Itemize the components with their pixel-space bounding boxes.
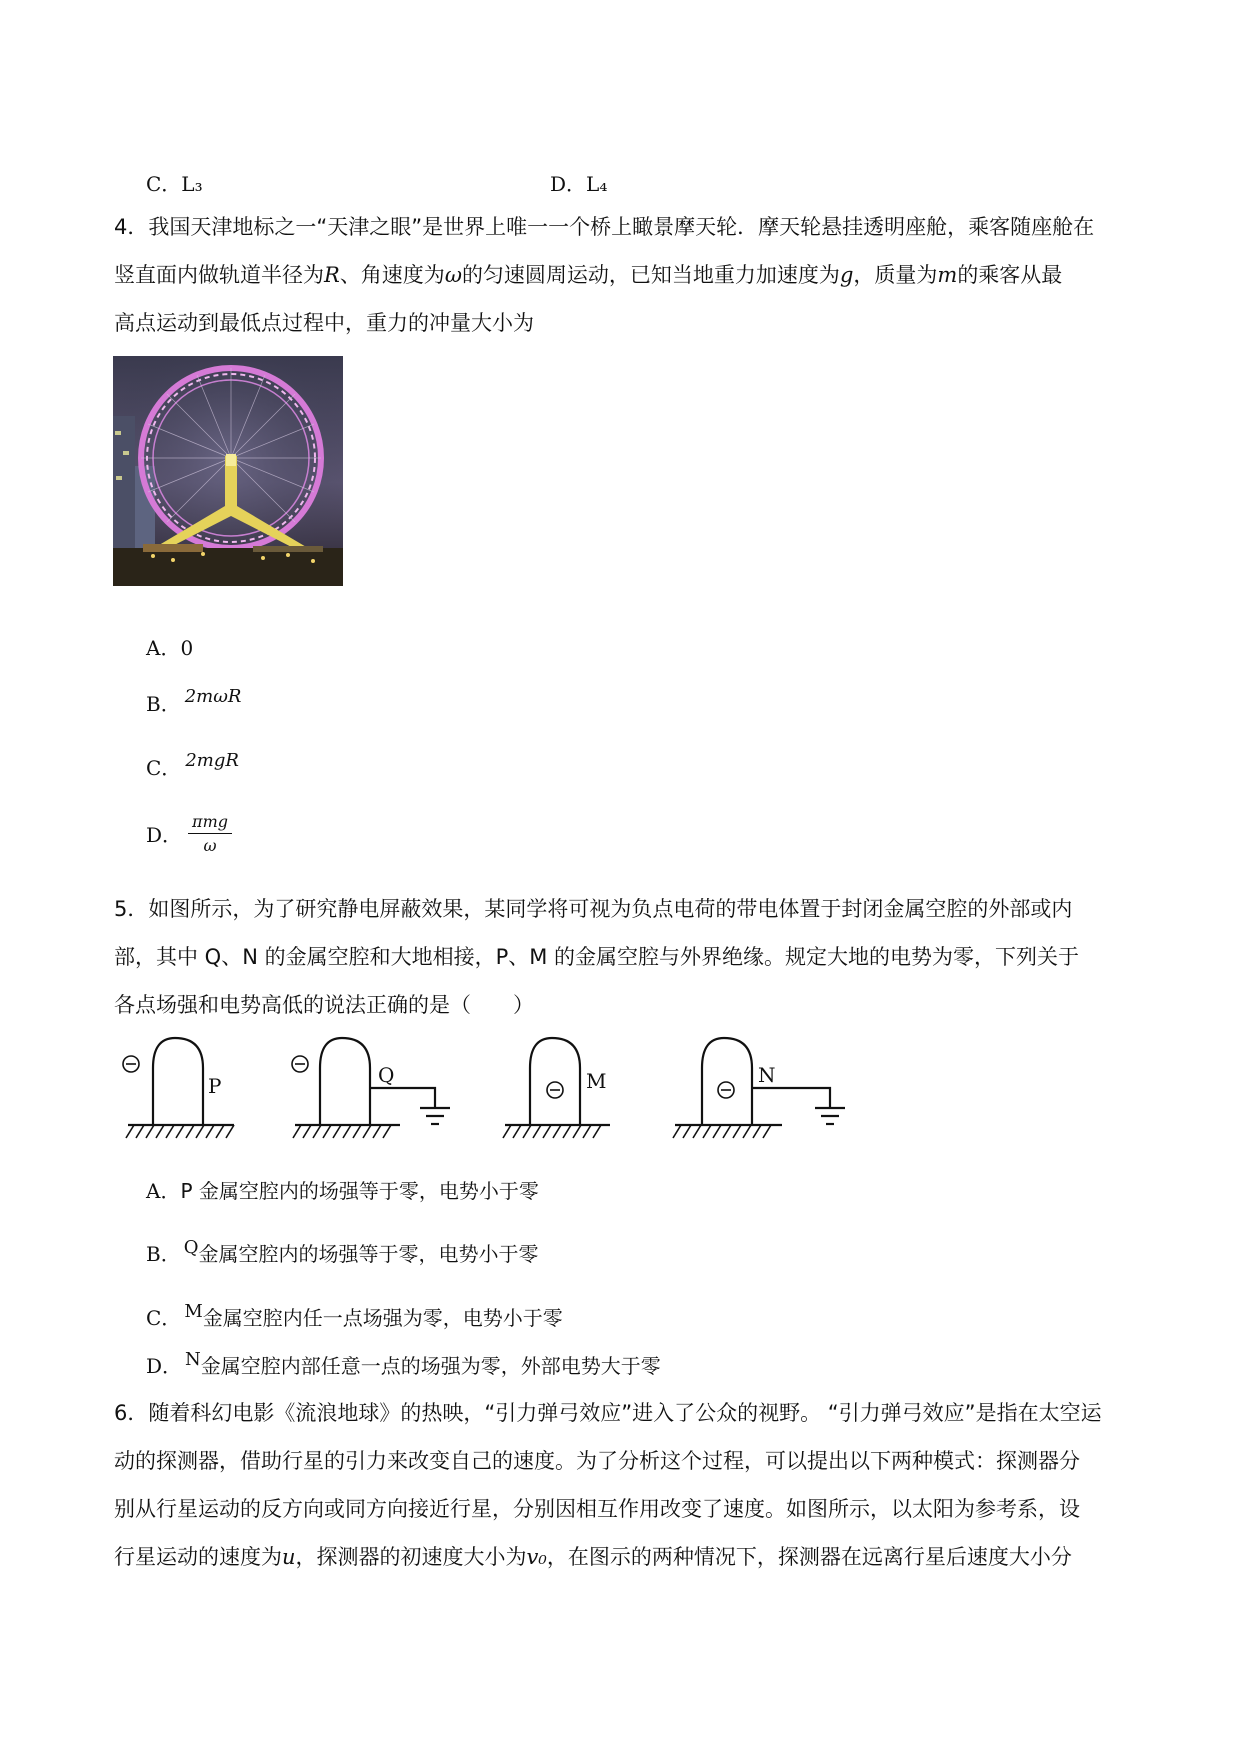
var-u: u — [282, 1545, 296, 1569]
q5-option-d-text: 金属空腔内部任意一点的场强为零，外部电势大于零 — [200, 1354, 661, 1378]
q5-option-d[interactable] — [146, 1350, 661, 1379]
q5-option-c-label: C． — [146, 1306, 182, 1330]
fraction-denominator: ω — [203, 836, 217, 855]
ferris-wheel-photo — [113, 356, 343, 586]
q5-option-a-label: A． — [146, 1179, 181, 1203]
question-6-line-1 — [114, 1389, 1134, 1437]
question-5-line-3: 各点场强和电势高低的说法正确的是（ ） — [114, 993, 534, 1017]
fraction-numerator: πmg — [188, 812, 232, 834]
var-R: R — [324, 263, 340, 287]
q5-option-b-text: 金属空腔内的场强等于零，电势小于零 — [198, 1242, 539, 1266]
question-4-line-2 — [114, 251, 1134, 299]
question-6-text — [114, 1389, 1134, 1581]
ferris-wheel-image — [113, 356, 343, 586]
q4-option-c-formula: 2mgR — [185, 750, 239, 771]
label-n: N — [758, 1063, 776, 1087]
q5-option-b[interactable] — [146, 1238, 538, 1267]
q4-line2-a: 竖直面内做轨道半径为 — [114, 263, 324, 287]
q5-option-a[interactable] — [146, 1175, 539, 1204]
q5-option-b-label: B． — [146, 1242, 181, 1266]
prev-option-c: C．L₃ — [146, 172, 203, 196]
q4-option-a[interactable] — [146, 632, 193, 661]
q5-figure — [110, 1030, 870, 1150]
q4-option-c-label: C． — [146, 756, 182, 780]
question-6-line-4 — [114, 1533, 1134, 1581]
q4-option-c[interactable] — [146, 752, 239, 781]
question-4-text — [114, 203, 1134, 347]
q5-option-c-text: 金属空腔内任一点场强为零，电势小于零 — [202, 1306, 563, 1330]
q4-option-b[interactable] — [146, 688, 241, 717]
cavity-n — [673, 1038, 845, 1138]
q4-option-d-label: D． — [146, 823, 183, 847]
q4-line2-e: 的乘客从最 — [957, 263, 1063, 287]
q4-option-d-fraction — [188, 812, 232, 855]
q5-option-d-label: D． — [146, 1354, 183, 1378]
label-p: P — [208, 1074, 222, 1098]
label-m: M — [586, 1069, 607, 1093]
q6-line4-c: ，在图示的两种情况下，探测器在远离行星后速度大小分 — [546, 1545, 1072, 1569]
question-4-line-3: 高点运动到最低点过程中，重力的冲量大小为 — [114, 311, 534, 335]
question-5-number: 5． — [114, 897, 149, 921]
q5-option-c[interactable] — [146, 1302, 563, 1331]
question-6-line-2: 动的探测器，借助行星的引力来改变自己的速度。为了分析这个过程，可以提出以下两种模式：探测器分 — [114, 1449, 1080, 1473]
question-4-number: 4． — [114, 215, 149, 239]
q4-option-b-label: B． — [146, 692, 181, 716]
var-m: m — [937, 263, 958, 287]
q5-line1-text: 如图所示，为了研究静电屏蔽效果，某同学将可视为负点电荷的带电体置于封闭金属空腔的外部或内 — [148, 897, 1073, 921]
prev-option-d: D．L₄ — [550, 172, 608, 196]
q4-option-b-formula: 2mωR — [184, 686, 242, 707]
question-5-line-2: 部，其中 Q、N 的金属空腔和大地相接，P、M 的金属空腔与外界绝缘。规定大地的电势为零，下列关于 — [114, 945, 1080, 969]
question-5-line-1 — [114, 885, 1134, 933]
q4-line2-d: ，质量为 — [853, 263, 938, 287]
q4-line2-c: 的匀速圆周运动，已知当地重力加速度为 — [461, 263, 840, 287]
q5-option-c-symbol: M — [184, 1301, 203, 1322]
question-4-line-1 — [114, 203, 1134, 251]
q6-line4-a: 行星运动的速度为 — [114, 1545, 282, 1569]
label-q: Q — [378, 1063, 395, 1087]
q6-line4-b: ，探测器的初速度大小为 — [295, 1545, 527, 1569]
q4-line1-text: 我国天津地标之一“天津之眼”是世界上唯一一个桥上瞰景摩天轮．摩天轮悬挂透明座舱，乘客随座舱在 — [148, 215, 1095, 239]
q4-option-a-text: 0 — [180, 636, 194, 660]
q4-option-d[interactable] — [146, 812, 232, 855]
q6-line1-text: 随着科幻电影《流浪地球》的热映，“引力弹弓效应”进入了公众的视野。 “引力弹弓效应”是指在太空运 — [148, 1401, 1102, 1425]
question-5-text — [114, 885, 1134, 1029]
question-6-number: 6． — [114, 1401, 149, 1425]
var-g: g — [839, 263, 854, 287]
var-omega: ω — [444, 263, 462, 287]
q5-option-d-symbol: N — [185, 1349, 201, 1370]
q5-option-a-text: P 金属空腔内的场强等于零，电势小于零 — [180, 1179, 539, 1203]
var-v0: v₀ — [526, 1545, 547, 1569]
question-6-line-3: 别从行星运动的反方向或同方向接近行星，分别因相互作用改变了速度。如图所示，以太阳为参考系，设 — [114, 1497, 1080, 1521]
q5-option-b-symbol: Q — [183, 1237, 199, 1258]
q4-line2-b: 、角速度为 — [339, 263, 445, 287]
cavity-q — [292, 1038, 450, 1138]
q4-option-a-label: A． — [146, 636, 181, 660]
metal-cavity-diagram — [110, 1030, 870, 1150]
